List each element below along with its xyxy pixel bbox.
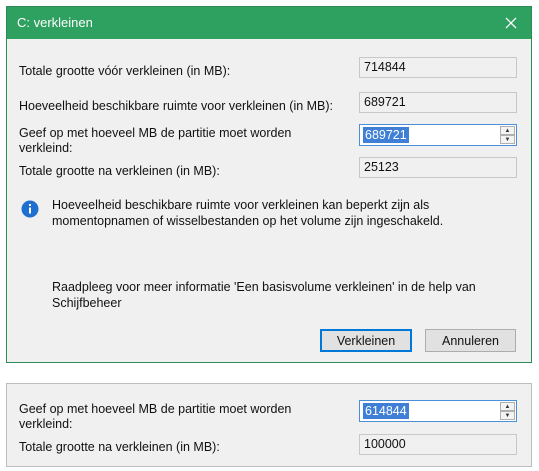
- snippet-shrink-amount-label: Geef op met hoeveel MB de partitie moet worden verkleind:: [19, 402, 292, 431]
- shrink-amount-label: Geef op met hoeveel MB de partitie moet worden verkleind:: [19, 126, 292, 155]
- info-icon: [21, 200, 39, 218]
- spin-up-button[interactable]: [500, 126, 515, 135]
- total-size-after-value: 25123: [359, 157, 517, 178]
- close-icon: [505, 17, 517, 29]
- shrink-amount-input[interactable]: [363, 127, 483, 143]
- snippet-total-size-after-label: Totale grootte na verkleinen (in MB):: [19, 440, 220, 454]
- shrink-amount-spinbox[interactable]: [359, 124, 517, 146]
- updated-values-panel: [6, 383, 532, 467]
- total-size-after-label: Totale grootte na verkleinen (in MB):: [19, 164, 220, 178]
- shrink-amount-selected-text: 689721: [365, 128, 407, 142]
- total-size-before-label: Totale grootte vóór verkleinen (in MB):: [19, 64, 231, 78]
- snippet-shrink-amount-input[interactable]: [363, 403, 483, 419]
- snippet-spin-down-button[interactable]: [500, 411, 515, 420]
- shrink-button[interactable]: Verkleinen: [320, 329, 412, 352]
- total-size-before-value: 714844: [359, 57, 517, 78]
- info-message: Hoeveelheid beschikbare ruimte voor verkleinen kan beperkt zijn als momentopnamen of wisselbestanden op het volume zijn ingeschakeld.: [52, 198, 444, 228]
- cancel-button[interactable]: Annuleren: [425, 329, 516, 352]
- arrow-up-icon: ▲: [504, 403, 511, 410]
- snippet-total-size-after-value: 100000: [359, 434, 517, 455]
- title-bar: [7, 7, 531, 39]
- spin-down-button[interactable]: [500, 135, 515, 144]
- help-message: Raadpleeg voor meer informatie 'Een basisvolume verkleinen' in de help van Schijfbeheer: [52, 280, 476, 310]
- available-space-label: Hoeveelheid beschikbare ruimte voor verkleinen (in MB):: [19, 99, 334, 113]
- arrow-down-icon: ▼: [504, 136, 511, 143]
- arrow-down-icon: ▼: [504, 412, 511, 419]
- snippet-shrink-amount-selected-text: 614844: [365, 404, 407, 418]
- shrink-dialog: [6, 6, 532, 363]
- dialog-title: C: verkleinen: [17, 15, 93, 30]
- snippet-shrink-amount-spinbox[interactable]: [359, 400, 517, 422]
- close-button[interactable]: [491, 7, 531, 39]
- snippet-spin-up-button[interactable]: [500, 402, 515, 411]
- arrow-up-icon: ▲: [504, 127, 511, 134]
- available-space-value: 689721: [359, 92, 517, 113]
